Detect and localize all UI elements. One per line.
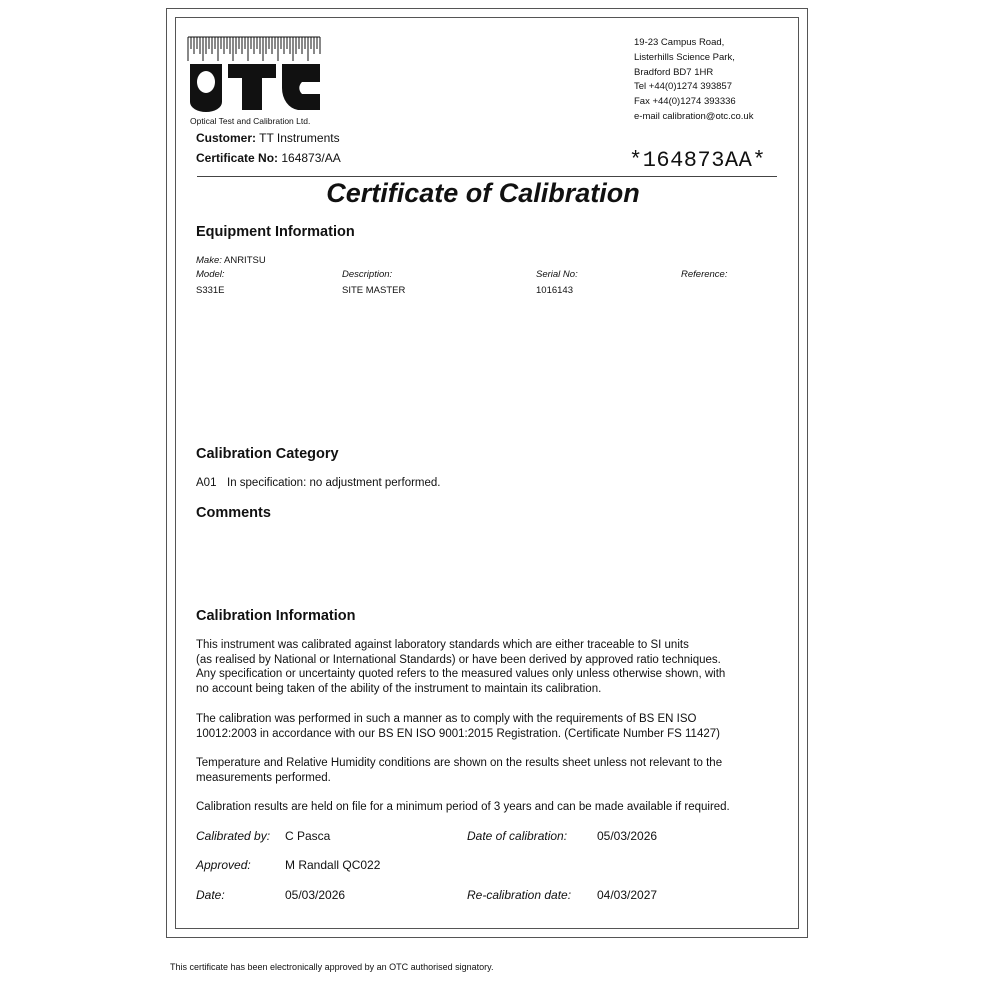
category-heading: Calibration Category [196, 446, 339, 462]
info-paragraph-conditions [196, 756, 722, 785]
certificate-number-line [196, 151, 341, 165]
paragraph-line: Temperature and Relative Humidity conditions are shown on the results sheet unless not relevant to the [196, 757, 723, 769]
paragraph-line: The calibration was performed in such a manner as to comply with the requirements of BS EN ISO [196, 713, 697, 725]
customer-label: Customer: [196, 131, 257, 145]
paragraph-line: This instrument was calibrated against laboratory standards which are either traceable to SI units [196, 639, 689, 651]
paragraph-line: (as realised by National or International Standards) or have been derived by approved ratio techniques. [196, 653, 721, 666]
document-title: Certificate of Calibration [326, 178, 640, 208]
category-code: A01 [196, 477, 217, 489]
comments-heading: Comments [196, 505, 271, 521]
paragraph-line: Any specification or uncertainty quoted refers to the measured values only unless otherwise shown, with [196, 668, 726, 681]
logo-company-name: Optical Test and Calibration Ltd. [190, 116, 311, 126]
serial-value: 1016143 [536, 285, 573, 296]
recalibration-date-value: 04/03/2027 [597, 888, 658, 902]
info-paragraph-retention: Calibration results are held on file for a minimum period of 3 years and can be made available if required. [196, 801, 730, 813]
company-address [634, 36, 753, 125]
description-label: Description: [342, 269, 393, 280]
address-line: 19-23 Campus Road, [634, 37, 725, 48]
address-fax: Fax +44(0)1274 393336 [634, 96, 736, 108]
make-label: Make: [196, 255, 222, 266]
category-text: In specification: no adjustment performed. [227, 477, 441, 489]
calibration-info-heading: Calibration Information [196, 608, 356, 624]
address-email: e-mail calibration@otc.co.uk [634, 110, 754, 122]
paragraph-line: no account being taken of the ability of the instrument to maintain its calibration. [196, 682, 602, 695]
paragraph-line: 10012:2003 in accordance with our BS EN ISO 9001:2015 Registration. (Certificate Number FS 11427) [196, 727, 720, 740]
approved-value: M Randall QC022 [285, 858, 381, 872]
calibrated-by-label: Calibrated by: [196, 829, 271, 843]
certificate-number-value: 164873/AA [281, 151, 341, 165]
footer-note: This certificate has been electronically approved by an OTC authorised signatory. [170, 962, 494, 972]
model-value: S331E [196, 285, 225, 296]
reference-label: Reference: [681, 269, 728, 280]
address-phone: Tel +44(0)1274 393857 [634, 81, 732, 93]
model-label: Model: [196, 269, 225, 280]
otc-logo [186, 34, 322, 114]
customer-line [196, 131, 340, 145]
paragraph-line: measurements performed. [196, 771, 331, 784]
equipment-heading: Equipment Information [196, 224, 355, 240]
date-value: 05/03/2026 [285, 888, 346, 902]
serial-label: Serial No: [536, 269, 578, 280]
date-of-calibration-value: 05/03/2026 [597, 829, 658, 843]
approved-label: Approved: [196, 858, 251, 872]
header-divider [197, 176, 777, 177]
description-value: SITE MASTER [342, 285, 406, 296]
make-value: ANRITSU [224, 255, 266, 266]
certificate-number-label: Certificate No: [196, 151, 279, 165]
address-line: Bradford BD7 1HR [634, 66, 714, 78]
date-label: Date: [196, 888, 225, 902]
customer-value: TT Instruments [259, 131, 340, 145]
info-paragraph-traceability [196, 638, 725, 696]
address-line: Listerhills Science Park, [634, 51, 735, 63]
make-line [196, 255, 266, 266]
barcode-text: *164873AA* [629, 148, 767, 173]
calibrated-by-value: C Pasca [285, 829, 331, 843]
info-paragraph-standards [196, 712, 720, 741]
recalibration-date-label: Re-calibration date: [467, 888, 572, 902]
date-of-calibration-label: Date of calibration: [467, 829, 568, 843]
